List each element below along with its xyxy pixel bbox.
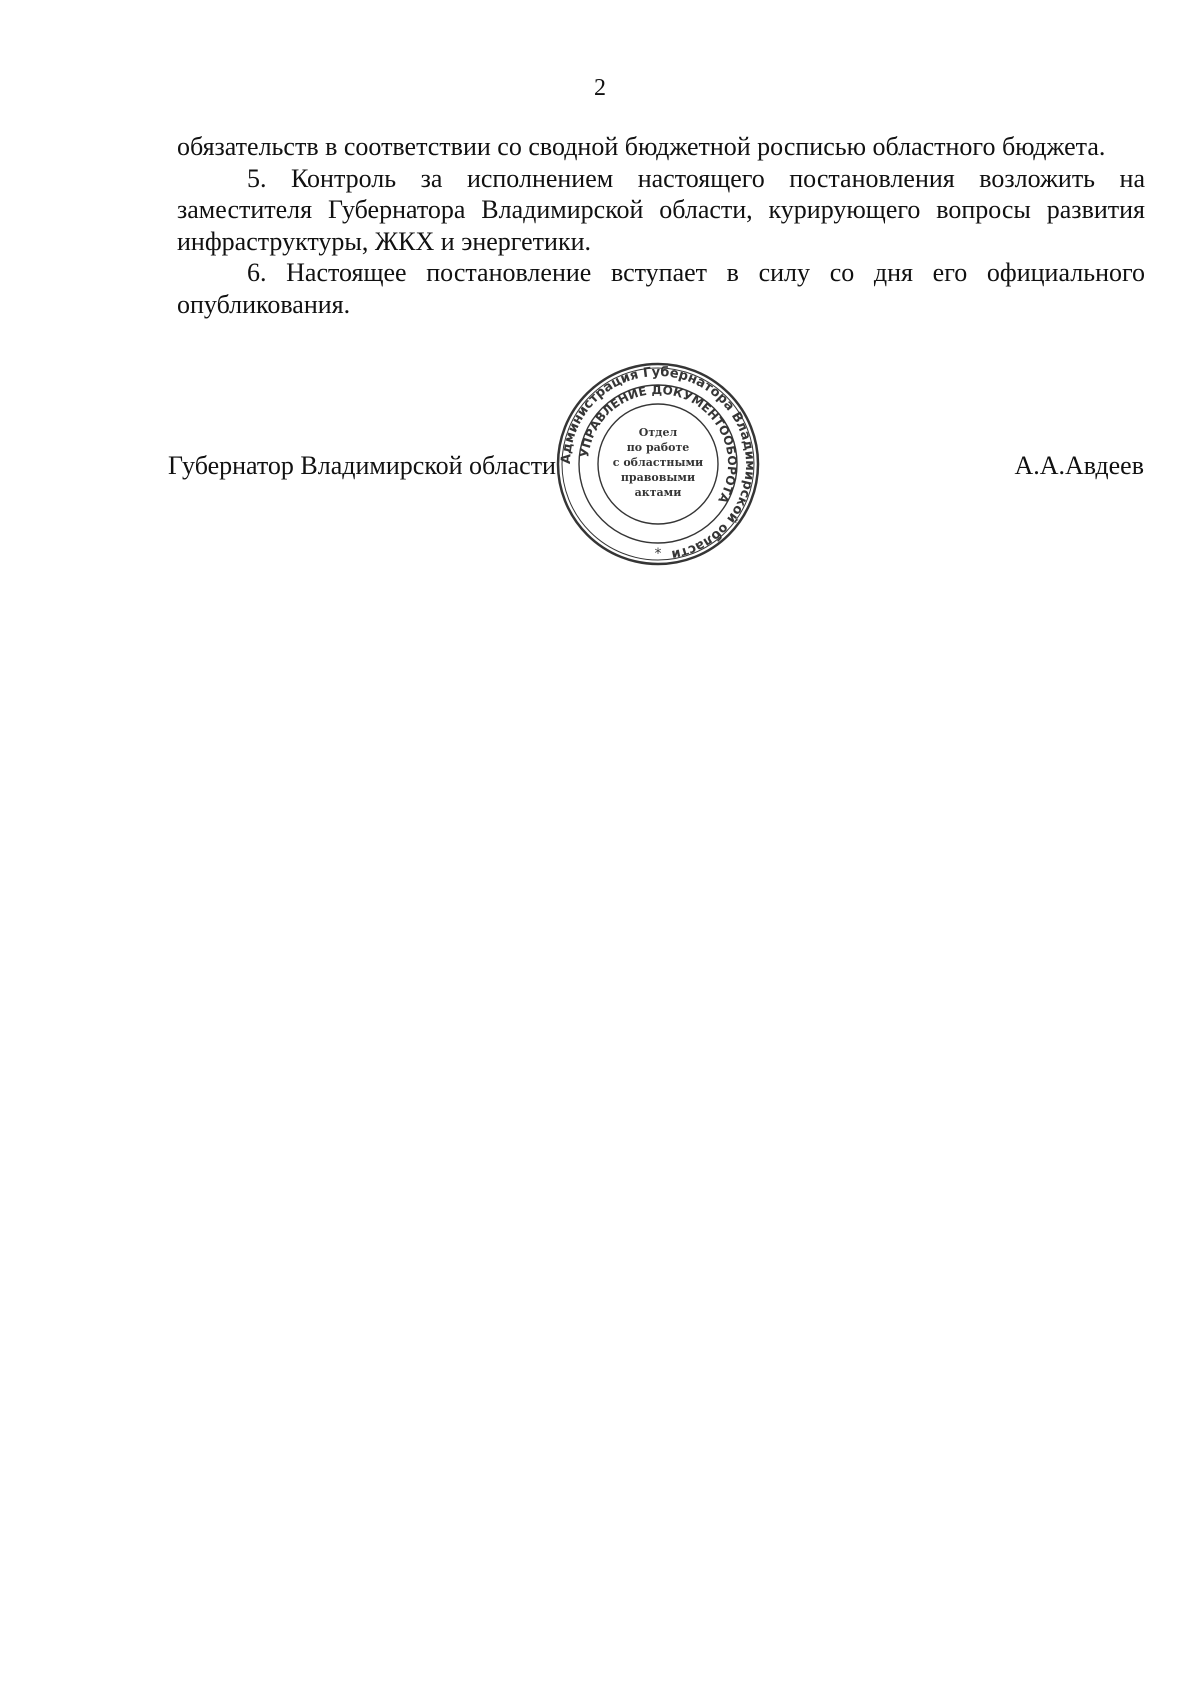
stamp-center-line: с областными	[612, 456, 704, 469]
official-seal-stamp	[556, 362, 760, 566]
stamp-center-line: Отдел	[638, 426, 678, 439]
stamp-inner-ring-text: УПРАВЛЕНИЕ ДОКУМЕНТООБОРОТА	[577, 382, 740, 506]
signatory-name: А.А.Авдеев	[1014, 451, 1144, 480]
stamp-outer-ring-text: Администрация Губернатора Владимирской области	[558, 364, 758, 562]
paragraph-6-effective-date: 6. Настоящее постановление вступает в силу со дня его официального опубликования.	[177, 258, 1145, 319]
signatory-position: Губернатор Владимирской области	[168, 451, 556, 480]
document-body	[177, 131, 1145, 320]
stamp-star-icon: *	[654, 546, 662, 562]
stamp-center-line: правовыми	[620, 471, 696, 484]
paragraph-5-control: 5. Контроль за исполнением настоящего постановления возложить на заместителя Губернатора Владимирской области, курирующего вопросы развития инфраструктуры, ЖКХ и энергетики.	[177, 163, 1145, 256]
stamp-center-line: актами	[634, 486, 682, 499]
stamp-center-line: по работе	[626, 441, 690, 454]
paragraph-budget-continuation: обязательств в соответствии со сводной бюджетной росписью областного бюджета.	[177, 132, 1106, 161]
page-number: 2	[594, 75, 606, 101]
